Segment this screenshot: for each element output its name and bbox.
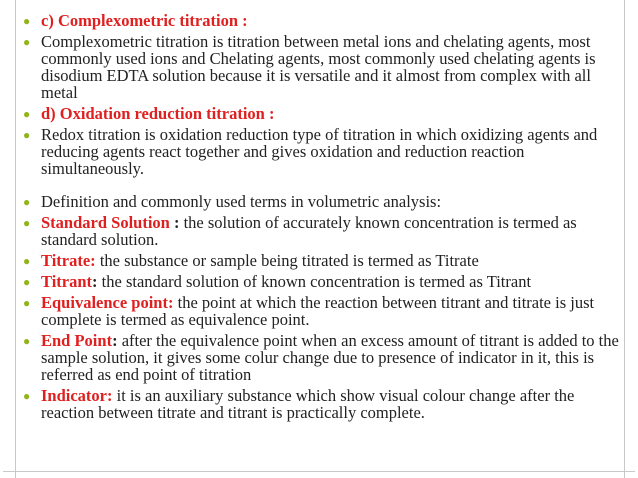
bullet-icon: ● — [23, 216, 31, 230]
list-item-complexometric-text — [22, 33, 620, 101]
slide-left-border — [3, 0, 16, 478]
term-label: Standard Solution — [41, 213, 170, 232]
definition-text: the substance or sample being titrated is termed as Titrate — [95, 251, 479, 270]
term-label: Indicator: — [41, 386, 113, 405]
slide-right-border — [624, 0, 635, 478]
paragraph-text: Definition and commonly used terms in volumetric analysis: — [41, 192, 442, 211]
bullet-icon: ● — [23, 128, 31, 142]
paragraph-text: Redox titration is oxidation reduction type of titration in which oxidizing agents and reducing agents react together and gives oxidation and reduction reaction simultaneously. — [41, 125, 598, 178]
list-item-complexometric-heading — [22, 12, 620, 29]
bullet-icon: ● — [23, 107, 31, 121]
bullet-icon: ● — [23, 254, 31, 268]
term-label: Titrate: — [41, 251, 96, 270]
paragraph-text: Complexometric titration is titration between metal ions and chelating agents, most commonly used ions and Chelating agents, most commonly used chelating agents is disodium EDTA solution because it is versatile and it almost from complex with all metal — [41, 32, 596, 102]
list-item-redox-text — [22, 126, 620, 177]
term-label: Titrant — [41, 272, 93, 291]
bullet-icon: ● — [23, 275, 31, 289]
definition-text: the solution of accurately known concentration is termed as standard solution. — [41, 213, 577, 249]
list-item-redox-heading — [22, 105, 620, 122]
definition-text: after the equivalence point when an excess amount of titrant is added to the sample solution, it gives some colur change due to presence of indicator in it, this is referred as end point of titration — [41, 331, 619, 384]
list-item-titrant — [22, 273, 620, 290]
slide-bottom-border — [3, 471, 635, 472]
section-heading: c) Complexometric titration : — [41, 11, 248, 30]
bullet-icon: ● — [23, 389, 31, 403]
term-colon: : — [169, 213, 180, 232]
definition-text: the standard solution of known concentration is termed as Titrant — [97, 272, 532, 291]
bullet-icon: ● — [23, 195, 31, 209]
term-label: End Point — [41, 331, 113, 350]
bullet-icon: ● — [23, 296, 31, 310]
list-item-equivalence-point — [22, 294, 620, 328]
definition-text: it is an auxiliary substance which show visual colour change after the reaction between titrate and titrant is practically complete. — [41, 386, 575, 422]
list-item-definitions-intro — [22, 193, 620, 210]
bullet-icon: ● — [23, 14, 31, 28]
section-heading: d) Oxidation reduction titration : — [41, 104, 275, 123]
slide-content — [22, 12, 620, 425]
term-label: Equivalence point: — [41, 293, 174, 312]
list-item-indicator — [22, 387, 620, 421]
term-colon: : — [92, 272, 98, 291]
term-colon: : — [112, 331, 118, 350]
list-item-standard-solution — [22, 214, 620, 248]
bullet-icon: ● — [23, 35, 31, 49]
bullet-icon: ● — [23, 334, 31, 348]
definition-text: the point at which the reaction between titrant and titrate is just complete is termed as equivalence point. — [41, 293, 595, 329]
list-item-end-point — [22, 332, 620, 383]
list-item-titrate — [22, 252, 620, 269]
